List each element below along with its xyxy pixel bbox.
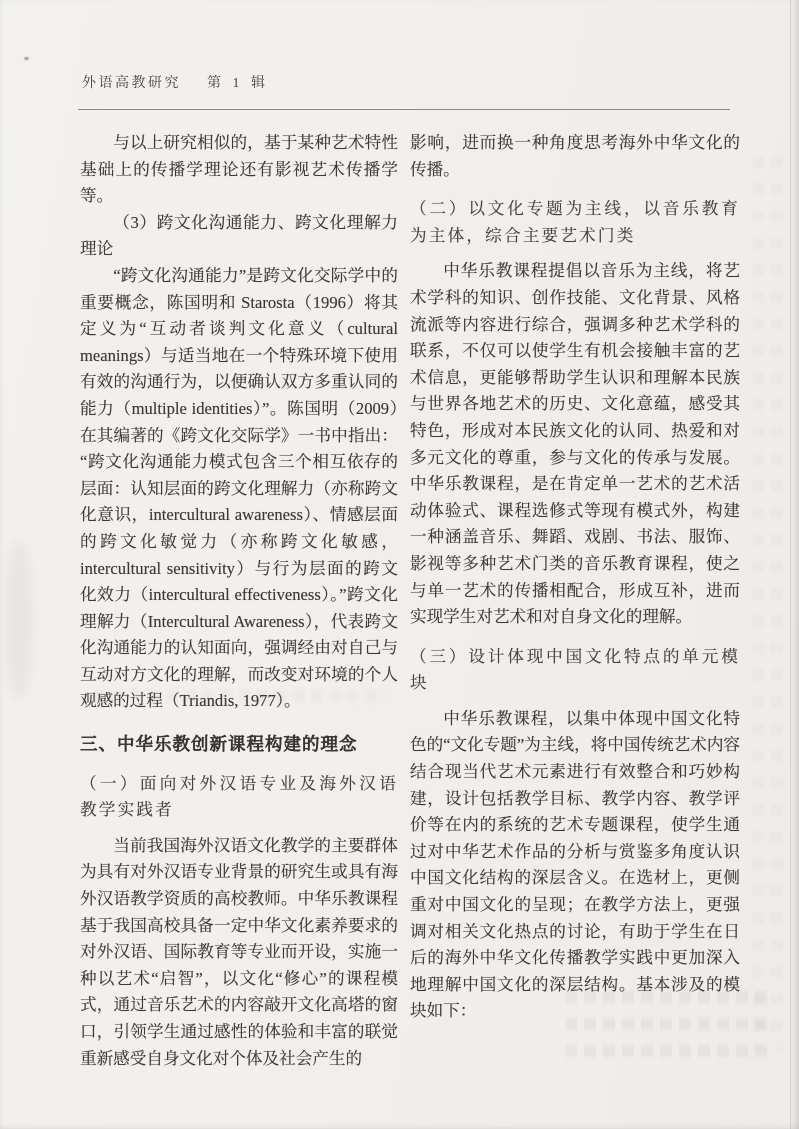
subheading-3: （三）设计体现中国文化特点的单元模块 xyxy=(410,646,740,693)
left-column xyxy=(80,130,398,1072)
journal-title: 外语高教研究 xyxy=(82,76,181,91)
page-edge-line xyxy=(790,0,791,1129)
scan-speck xyxy=(24,57,29,60)
issue-label: 第 1 辑 xyxy=(207,76,269,91)
paragraph-music-mainline: 中华乐教课程提倡以音乐为主线，将艺术学科的知识、创作技能、文化背景、风格流派等内容进行综合，强调多种艺术学科的联系，不仅可以使学生有机会接触丰富的艺术信息，更能够帮助学生认识和理解本民族与世界各地艺术的历史、文化意蕴，感受其特色，形成对本民族文化的认同、热爱和对多元文化的尊重，参与文化的传承与发展。中华乐教课程，是在肯定单一艺术的艺术活动体验式、课程选修式等现有模式外，构建一种涵盖音乐、舞蹈、戏剧、书法、服饰、影视等多种艺术门类的音乐教育课程，使之与单一艺术的传播相配合，形成互补，进而实现学生对艺术和对自身文化的理解。 xyxy=(410,261,740,627)
header-rule xyxy=(78,109,730,110)
scan-smudge-left-edge xyxy=(6,540,32,700)
bleed-through-artifact-right-margin xyxy=(752,150,786,1050)
paragraph-unit-modules: 中华乐教课程，以集中体现中国文化特色的“文化专题”为主线，将中国传统艺术内容结合现当代艺术元素进行有效整合和巧妙构建，设计包括教学目标、教学内容、教学评价等在内的系统的艺术专题课程，使学生通过对中华艺术作品的分析与赏鉴多角度认识中国文化结构的深层含义。在选材上，更侧重对中国文化的呈现；在教学方法上，更强调对相关文化热点的讨论，有助于学生在日后的海外中华文化传播教学实践中更加深入地理解中国文化的深层结构。基本涉及的模块如下： xyxy=(410,708,741,1021)
paragraph-item3-title: （3）跨文化沟通能力、跨文化理解力理论 xyxy=(80,212,398,259)
subheading-1: （一）面向对外汉语专业及海外汉语教学实践者 xyxy=(80,773,398,820)
paragraph-audience: 当前我国海外汉语文化教学的主要群体为具有对外汉语专业背景的研究生或具有海外汉语教学资质的高校教师。中华乐教课程基于我国高校具备一定中华文化素养要求的对外汉语、国际教育等专业而开设，实施一种以艺术“启智”，以文化“修心”的课程模式，通过音乐艺术的内容敲开文化高塔的窗口，引领学生通过感性的体验和丰富的联觉重新感受自身文化对个体及社会产生的 xyxy=(80,835,398,1068)
two-column-body xyxy=(80,130,740,1072)
subheading-2: （二）以文化专题为主线，以音乐教育为主体，综合主要艺术门类 xyxy=(410,199,740,245)
paragraph-icc-concept: “跨文化沟通能力”是跨文化交际学中的重要概念，陈国明和 Starosta（1996）将其定义为“互动者谈判文化意义（cultural meanings）与适当地在一个特殊环境下使用有效的沟通行为，以便确认双方多重认同的能力（multiple identities）”。陈国明（2009）在其编著的《跨文化交际学》一书中指出：“跨文化沟通能力模式包含三个相互依存的层面：认知层面的跨文化理解力（亦称跨文化意识，intercultural awareness）、情感层面的跨文化敏觉力（亦称跨文化敏感，intercultural sensitivity）与行为层面的跨文化效力（intercultural effectiveness）。”跨文化理解力（Intercultural Awareness），代表跨文化沟通能力的认知面向，强调经由对自己与互动对方文化的理解，而改变对环境的个人观感的过程（Triandis, 1977）。 xyxy=(80,265,398,711)
section-heading-3: 三、中华乐教创新课程构建的理念 xyxy=(80,734,358,755)
paragraph-continuation: 影响，进而换一种角度思考海外中华文化的传播。 xyxy=(410,133,740,179)
right-column xyxy=(410,130,740,1072)
paragraph-media-theory: 与以上研究相似的，基于某种艺术特性基础上的传播学理论还有影视艺术传播学等。 xyxy=(80,133,398,206)
running-head xyxy=(82,72,737,92)
